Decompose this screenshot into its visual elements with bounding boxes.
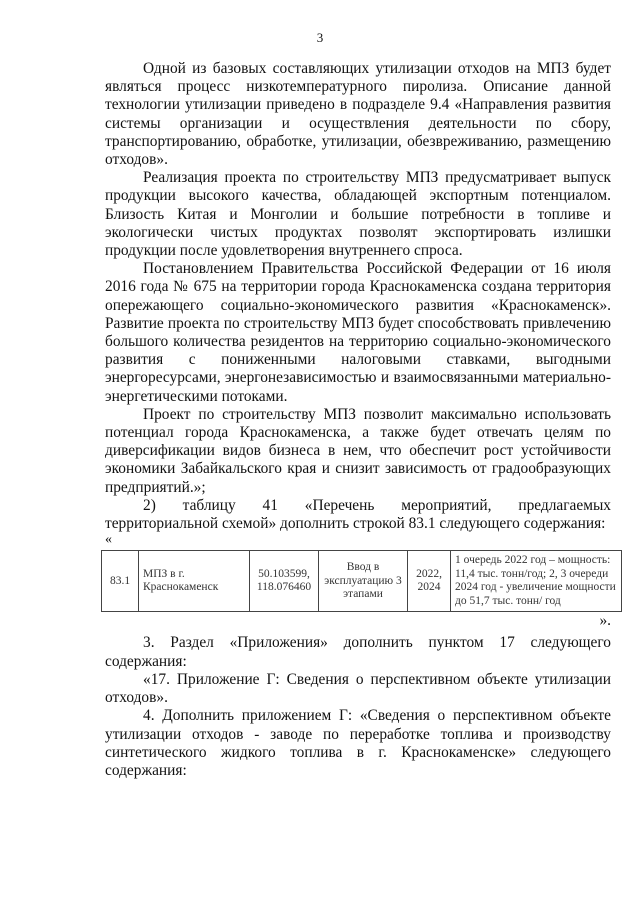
- paragraph-tor: Постановлением Правительства Российской Федерации от 16 июля 2016 года № 675 на территории города Краснокаменска создана территория опережающего социально-экономического развития «Краснокаменск». Развитие проекта по строительству МПЗ будет способствовать привлечению большого количества резидентов на территорию социально-экономического развития с пониженными налоговыми ставками, выгодными энергоресурсами, энергонезависимостью и взаимосвязанными материально-энергетическими потоками.: [105, 260, 611, 405]
- cell-stage: Ввод в эксплуатацию 3 этапами: [319, 551, 408, 612]
- cell-number: 83.1: [102, 551, 139, 612]
- paragraph-pyrolysis: Одной из базовых составляющих утилизации отходов на МПЗ будет являться процесс низкотемпературного пиролиза. Описание данной технологии утилизации приведено в подразделе 9.4 «Направления развития системы организации и осуществления деятельности по сбору, транспортированию, обработке, утилизации, обезвреживанию, размещению отходов».: [105, 60, 611, 169]
- quote-open-mark: «: [105, 532, 112, 548]
- cell-name: МПЗ в г. Краснокаменск: [139, 551, 250, 612]
- cell-coordinates: 50.103599, 118.076460: [250, 551, 319, 612]
- paragraph-appendix-title: «17. Приложение Г: Сведения о перспективном объекте утилизации отходов».: [105, 670, 611, 707]
- page-number: 3: [316, 30, 324, 45]
- paragraph-potential: Проект по строительству МПЗ позволит максимально использовать потенциал города Краснокаменска, а также будет отвечать целям по диверсификации видов бизнеса в нем, что обеспечит рост устойчивости экономики Забайкальского края и снизит зависимость от градообразующих предприятий.»;: [105, 405, 611, 496]
- paragraph-appendix-17: 3. Раздел «Приложения» дополнить пунктом 17 следующего содержания:: [105, 634, 611, 670]
- cell-note: 1 очередь 2022 год – мощность: 11,4 тыс. тонн/год; 2, 3 очереди 2024 год - увеличение мощности до 51,7 тыс. тонн/ год: [451, 551, 622, 612]
- cell-years: 2022, 2024: [408, 551, 451, 612]
- paragraph-table-41: 2) таблицу 41 «Перечень мероприятий, предлагаемых территориальной схемой» дополнить строкой 83.1 следующего содержания:: [105, 496, 611, 533]
- document-body: [105, 60, 616, 780]
- paragraph-export: Реализация проекта по строительству МПЗ предусматривает выпуск продукции высокого качества, обладающей экспортным потенциалом. Близость Китая и Монголии и большие потребности в топливе и экологически чистых продуктах позволят экспортировать излишки продукции после удовлетворения внутреннего спроса.: [105, 169, 611, 260]
- paragraph-appendix-g: 4. Дополнить приложением Г: «Сведения о перспективном объекте утилизации отходов - заводе по переработке топлива и производству синтетического жидкого топлива в г. Краснокаменске» следующего содержания:: [105, 707, 611, 779]
- table-row: [102, 551, 622, 612]
- quote-close-mark: ».: [599, 612, 611, 630]
- inserted-table-row: [101, 550, 622, 612]
